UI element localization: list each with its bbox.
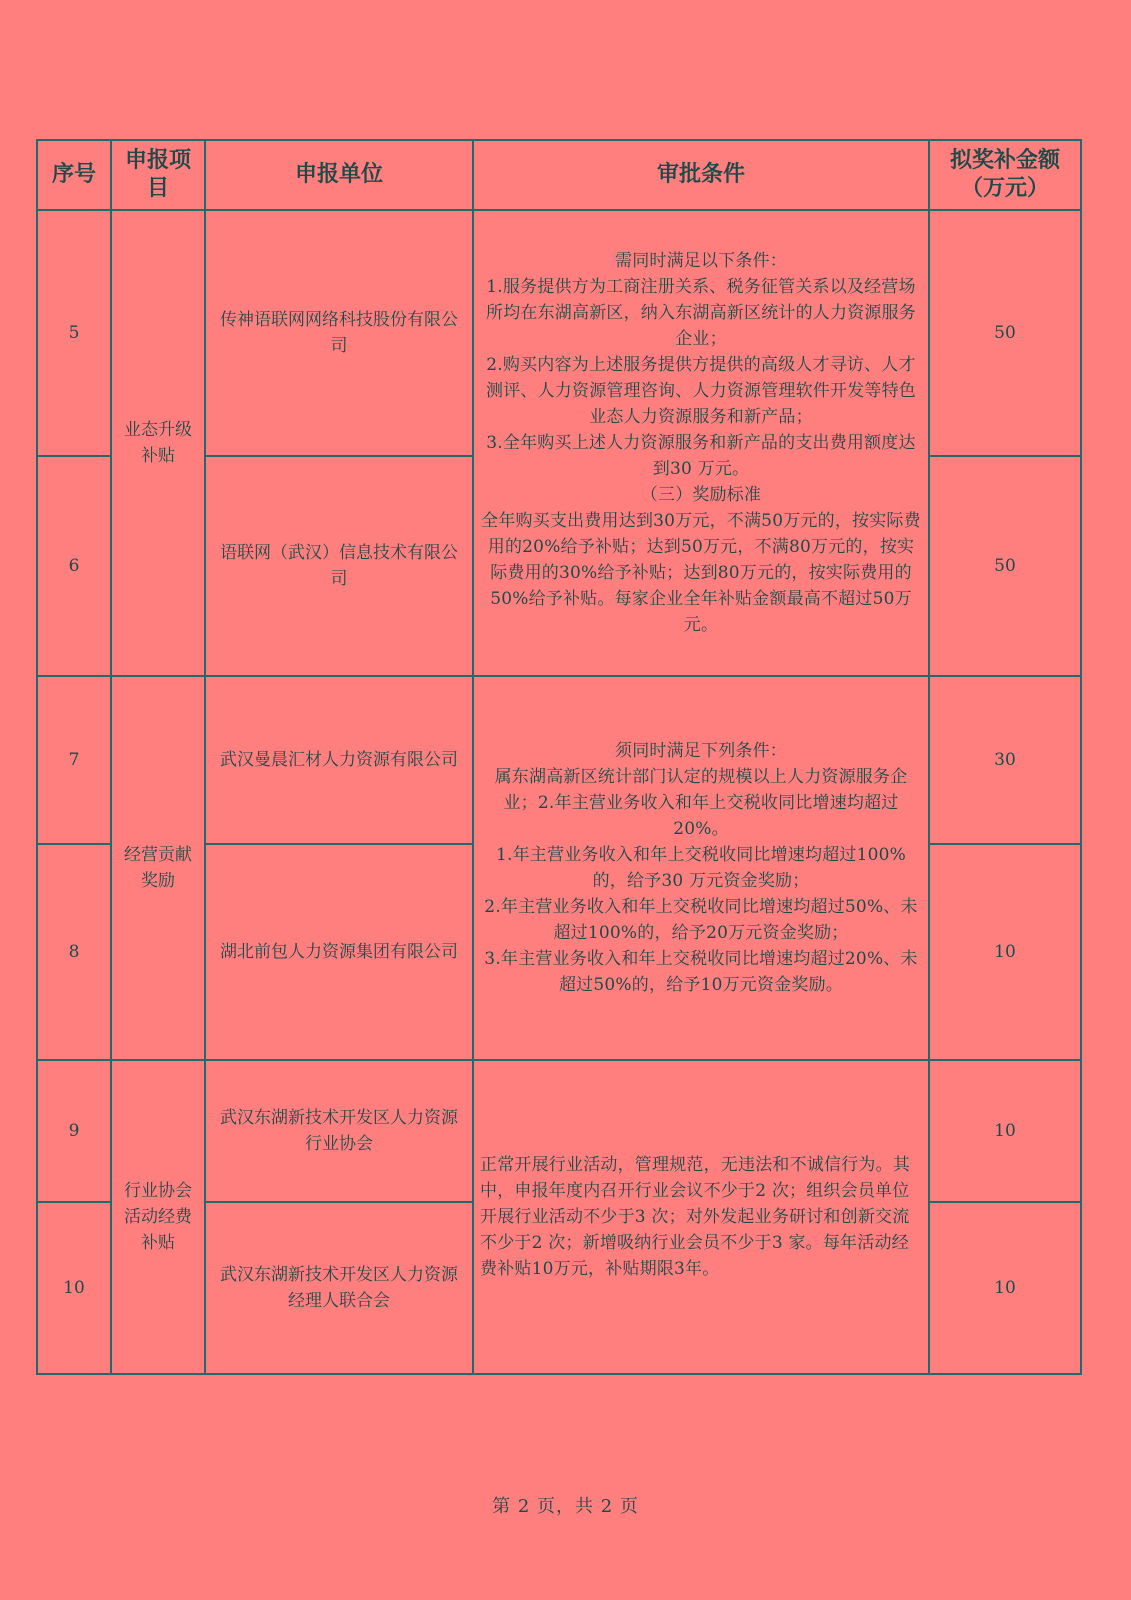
table-header-row	[37, 140, 1081, 210]
row-unit: 武汉东湖新技术开发区人力资源经理人联合会	[205, 1202, 473, 1374]
row-amount: 50	[929, 456, 1081, 676]
row-project: 行业协会活动经费补贴	[111, 1060, 205, 1374]
row-conditions	[473, 676, 929, 1060]
row-amount: 30	[929, 676, 1081, 844]
condition-line: 3.年主营业务收入和年上交税收同比增速均超过20%、未超过50%的，给予10万元资金奖励。	[484, 949, 918, 995]
row-seq: 7	[37, 676, 111, 844]
condition-line: 需同时满足以下条件：	[615, 251, 787, 271]
table-row	[37, 1060, 1081, 1202]
row-project: 业态升级补贴	[111, 210, 205, 676]
condition-line: 1.年主营业务收入和年上交税收同比增速均超过100%的，给予30 万元资金奖励；	[495, 845, 907, 891]
header-project: 申报项目	[111, 140, 205, 210]
page-footer: 第 2 页，共 2 页	[492, 1496, 639, 1517]
row-amount: 10	[929, 844, 1081, 1060]
award-table	[36, 139, 1082, 1375]
table-row	[37, 676, 1081, 844]
row-seq: 9	[37, 1060, 111, 1202]
condition-line: 1.服务提供方为工商注册关系、税务征管关系以及经营场所均在东湖高新区，纳入东湖高新区统计的人力资源服务企业；	[486, 277, 916, 349]
header-conditions: 审批条件	[473, 140, 929, 210]
condition-line: 属东湖高新区统计部门认定的规模以上人力资源服务企业；2.年主营业务收入和年上交税收同比增速均超过20%。	[494, 767, 908, 839]
row-seq: 10	[37, 1202, 111, 1374]
row-unit: 传神语联网网络科技股份有限公司	[205, 210, 473, 456]
condition-line: 2.购买内容为上述服务提供方提供的高级人才寻访、人才测评、人力资源管理咨询、人力资源管理软件开发等特色业态人力资源服务和新产品；	[486, 355, 916, 427]
condition-line: 全年购买支出费用达到30万元，不满50万元的，按实际费用的20%给予补贴；达到50万元，不满80万元的，按实际费用的30%给予补贴；达到80万元的，按实际费用的50%给予补贴。每家企业全年补贴金额最高不超过50万元。	[481, 511, 921, 635]
header-amount-line1: 拟奖补金额	[949, 148, 1060, 173]
row-seq: 8	[37, 844, 111, 1060]
row-seq: 6	[37, 456, 111, 676]
header-amount-line2: （万元）	[960, 176, 1049, 201]
row-seq: 5	[37, 210, 111, 456]
row-unit: 武汉曼晨汇材人力资源有限公司	[205, 676, 473, 844]
header-unit: 申报单位	[205, 140, 473, 210]
condition-line: 3.全年购买上述人力资源服务和新产品的支出费用额度达到30 万元。	[486, 433, 916, 479]
row-conditions	[473, 1060, 929, 1374]
condition-line: 2.年主营业务收入和年上交税收同比增速均超过50%、未超过100%的，给予20万元资金奖励；	[484, 897, 918, 943]
condition-line: （三）奖励标准	[640, 485, 762, 505]
condition-line: 须同时满足下列条件：	[615, 741, 787, 761]
row-unit: 武汉东湖新技术开发区人力资源行业协会	[205, 1060, 473, 1202]
header-amount	[929, 140, 1081, 210]
row-amount: 50	[929, 210, 1081, 456]
row-unit: 语联网（武汉）信息技术有限公司	[205, 456, 473, 676]
row-project: 经营贡献奖励	[111, 676, 205, 1060]
row-amount: 10	[929, 1202, 1081, 1374]
table-row	[37, 210, 1081, 456]
condition-line: 正常开展行业活动，管理规范，无违法和不诚信行为。其中，申报年度内召开行业会议不少于2 次；组织会员单位开展行业活动不少于3 次；对外发起业务研讨和创新交流不少于2 次；新增吸纳行业会员不少于3 家。每年活动经费补贴10万元，补贴期限3年。	[480, 1155, 910, 1279]
row-unit: 湖北前包人力资源集团有限公司	[205, 844, 473, 1060]
row-amount: 10	[929, 1060, 1081, 1202]
row-conditions	[473, 210, 929, 676]
header-seq: 序号	[37, 140, 111, 210]
